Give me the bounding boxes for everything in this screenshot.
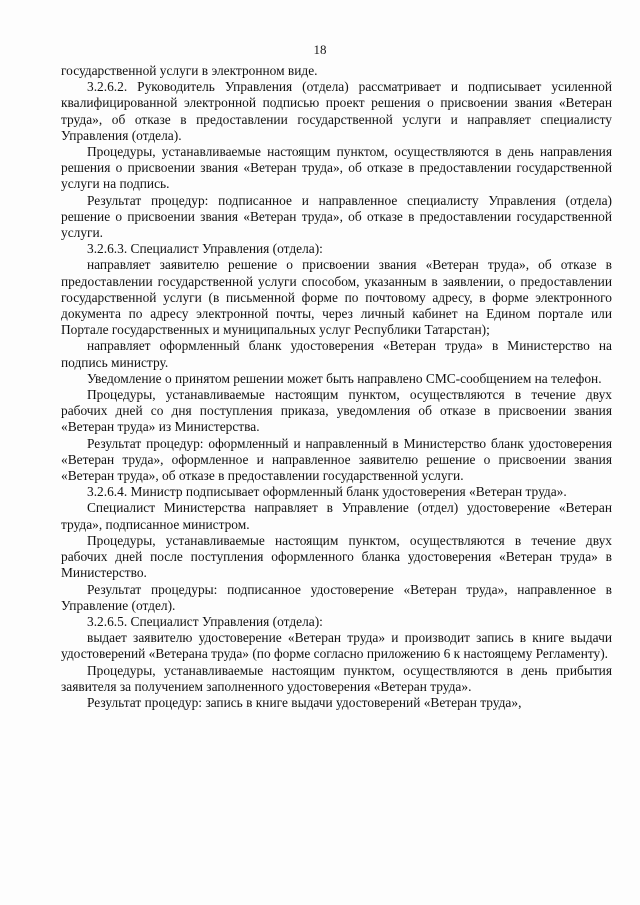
paragraph-3-2-6-5-heading: 3.2.6.5. Специалист Управления (отдела):: [87, 613, 323, 629]
paragraph-result-2: Результат процедур: оформленный и направленный в Министерство бланк удостоверения «Ветеран труда», оформленное и направленное заявителю решение о присвоении звания «Ветеран труда», об отказе в предоставлении государственной услуги.: [61, 435, 612, 484]
paragraph-3-2-6-3-heading: 3.2.6.3. Специалист Управления (отдела):: [87, 241, 323, 257]
paragraph-sms-notice: Уведомление о принятом решении может быть направлено СМС-сообщением на телефон.: [87, 370, 602, 386]
paragraph-procedures-1: Процедуры, устанавливаемые настоящим пунктом, осуществляются в день направления решения о присвоении звания «Ветеран труда», об отказе в предоставлении государственной услуги на подпись.: [61, 144, 612, 192]
paragraph-result-3: Результат процедуры: подписанное удостоверение «Ветеран труда», направленное в Управление (отдел).: [61, 581, 612, 613]
paragraph-3-2-6-2: 3.2.6.2. Руководитель Управления (отдела) рассматривает и подписывает усиленной квалифицированной электронной подписью проект решения о присвоении звания «Ветеран труда», об отказе в предоставлении государственной услуги и направляет специалисту Управления (отдела).: [61, 79, 612, 143]
paragraph-ministry-specialist: Специалист Министерства направляет в Управление (отдел) удостоверение «Ветеран труда», подписанное министром.: [61, 500, 612, 532]
paragraph-continuation: государственной услуги в электронном виде.: [61, 63, 318, 78]
paragraph-3-2-6-4: 3.2.6.4. Министр подписывает оформленный бланк удостоверения «Ветеран труда».: [87, 484, 567, 500]
paragraph-procedures-4: Процедуры, устанавливаемые настоящим пунктом, осуществляются в день прибытия заявителя за получением заполненного удостоверения «Ветеран труда».: [61, 662, 612, 694]
paragraph-procedures-3: Процедуры, устанавливаемые настоящим пунктом, осуществляются в течение двух рабочих дней после поступления оформленного бланка удостоверения «Ветеран труда» в Министерство.: [61, 532, 612, 581]
paragraph-sends-blank: направляет оформленный бланк удостоверения «Ветеран труда» в Министерство на подпись министру.: [61, 338, 612, 370]
paragraph-result-1: Результат процедур: подписанное и направленное специалисту Управления (отдела) решение о присвоении звания «Ветеран труда», об отказе в предоставлении государственной услуги.: [61, 192, 612, 241]
paragraph-procedures-2: Процедуры, устанавливаемые настоящим пунктом, осуществляются в течение двух рабочих дней со дня поступления приказа, уведомления об отказе в присвоении звания «Ветеран труда» из Министерства.: [61, 387, 612, 435]
paragraph-sends-decision: направляет заявителю решение о присвоении звания «Ветеран труда», об отказе в предоставлении государственной услуги способом, указанным в заявлении, о предоставлении государственной услуги (в письменной форме по почтовому адресу, в форме электронного документа по адресу электронной почты, через личный кабинет на Едином портале или Портале государственных и муниципальных услуг Республики Татарстан);: [61, 257, 612, 338]
page-number: 18: [313, 42, 327, 57]
paragraph-result-4: Результат процедур: запись в книге выдачи удостоверений «Ветеран труда»,: [87, 694, 522, 710]
paragraph-issues-certificate: выдает заявителю удостоверение «Ветеран труда» и производит запись в книге выдачи удостоверений «Ветерана труда» (по форме согласно приложению 6 к настоящему Регламенту).: [61, 630, 612, 662]
document-body: [61, 63, 612, 711]
